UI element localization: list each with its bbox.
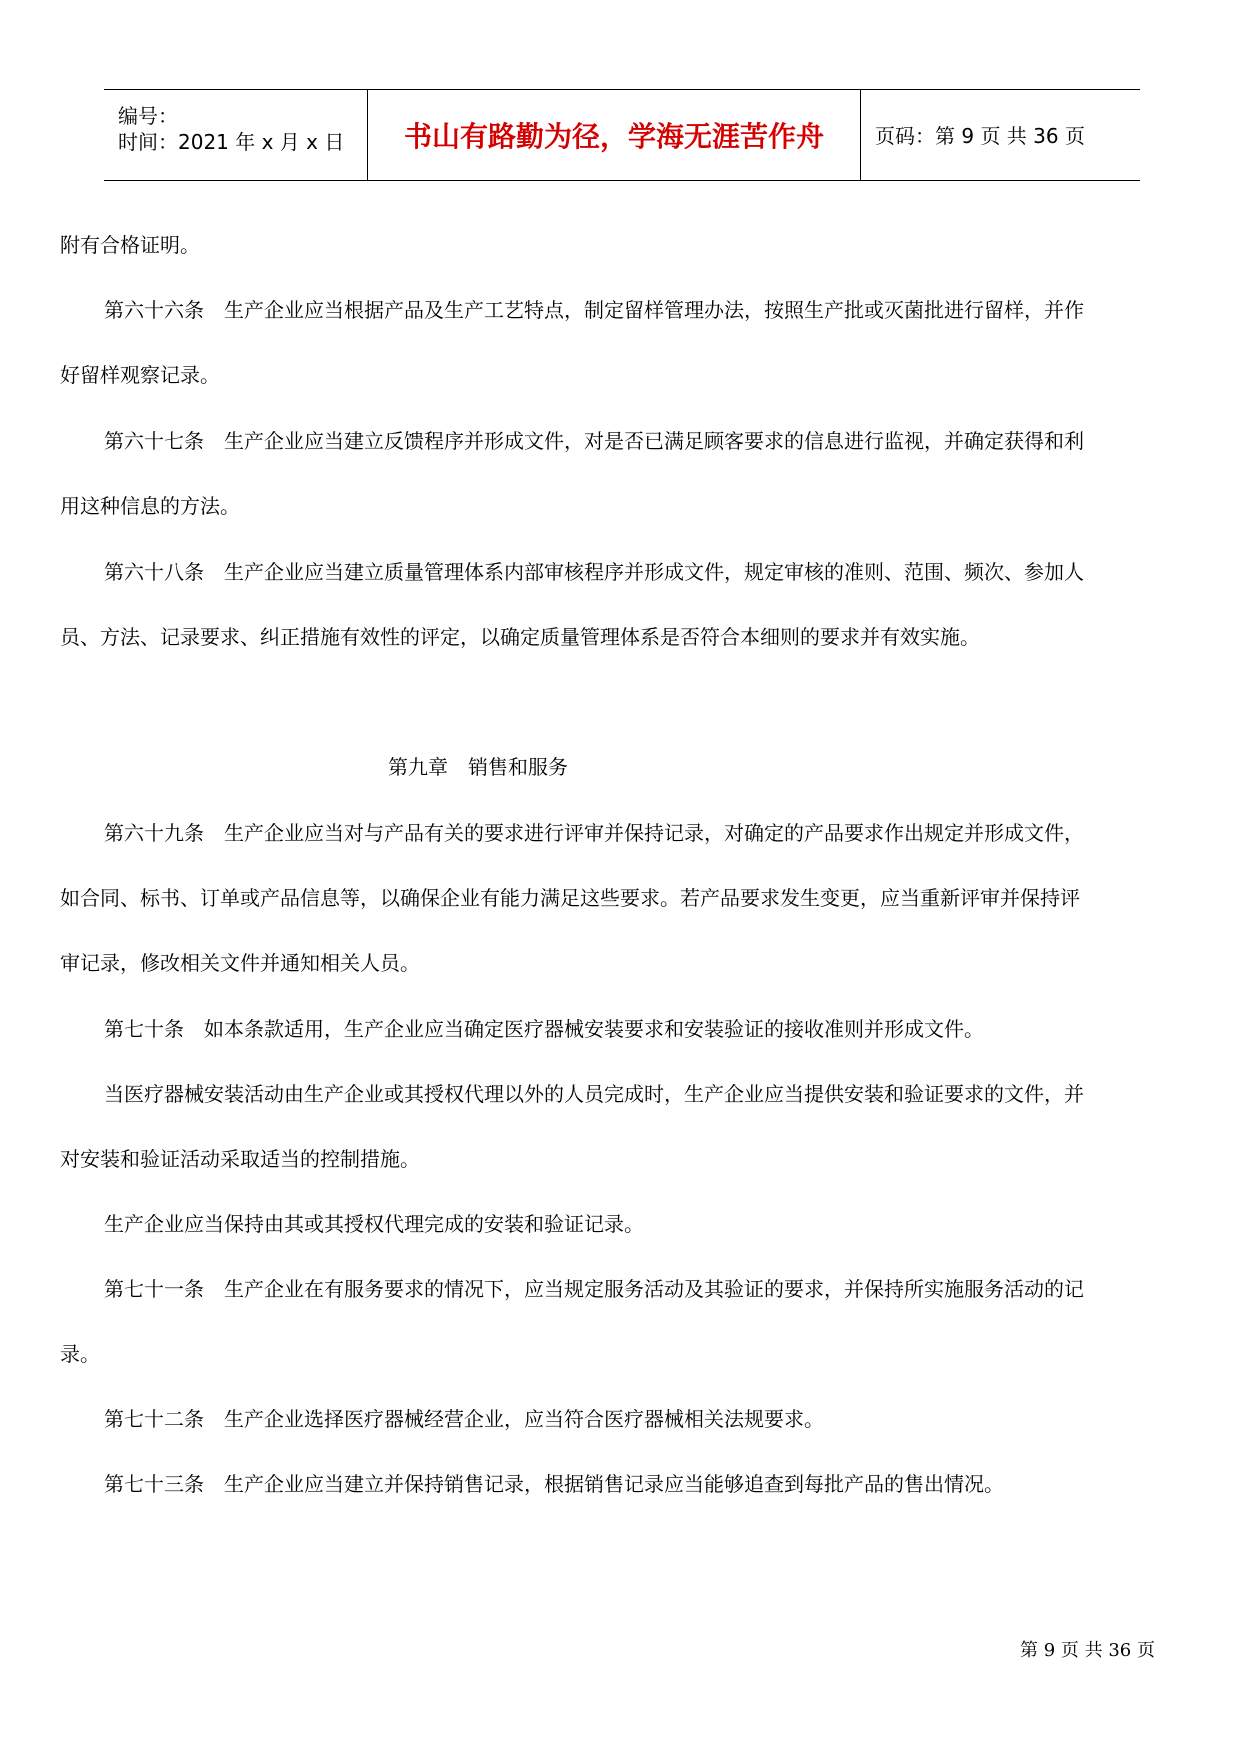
- article-69-line-1: 第六十九条 生产企业应当对与产品有关的要求进行评审并保持记录，对确定的产品要求作出规定并形成文件，: [104, 821, 1084, 845]
- article-68-line-1: 第六十八条 生产企业应当建立质量管理体系内部审核程序并形成文件，规定审核的准则、范围、频次、参加人: [104, 560, 1084, 584]
- document-time-label: 时间：2021 年 x 月 x 日: [118, 130, 345, 154]
- header-motto-cell: [368, 90, 861, 180]
- article-70-para2-line-2: 对安装和验证活动采取适当的控制措施。: [60, 1147, 420, 1171]
- header-info-cell: [104, 90, 368, 180]
- body-line: 附有合格证明。: [60, 233, 200, 257]
- article-66-line-1: 第六十六条 生产企业应当根据产品及生产工艺特点，制定留样管理办法，按照生产批或灭菌批进行留样，并作: [104, 298, 1084, 322]
- article-67-line-2: 用这种信息的方法。: [60, 494, 240, 518]
- header-motto: 书山有路勤为径，学海无涯苦作舟: [403, 120, 824, 153]
- article-70-line-1: 第七十条 如本条款适用，生产企业应当确定医疗器械安装要求和安装验证的接收准则并形成文件。: [104, 1017, 984, 1041]
- article-71-line-1: 第七十一条 生产企业在有服务要求的情况下，应当规定服务活动及其验证的要求，并保持所实施服务活动的记: [104, 1277, 1084, 1301]
- chapter-heading: 第九章 销售和服务: [388, 755, 568, 779]
- header-page-code: 页码：第 9 页 共 36 页: [875, 124, 1085, 148]
- article-70-para3-line-1: 生产企业应当保持由其或其授权代理完成的安装和验证记录。: [104, 1212, 644, 1236]
- article-71-line-2: 录。: [60, 1342, 100, 1366]
- article-69-line-3: 审记录，修改相关文件并通知相关人员。: [60, 951, 420, 975]
- article-67-line-1: 第六十七条 生产企业应当建立反馈程序并形成文件，对是否已满足顾客要求的信息进行监视，并确定获得和利: [104, 429, 1084, 453]
- document-number-label: 编号：: [118, 104, 178, 128]
- article-66-line-2: 好留样观察记录。: [60, 363, 220, 387]
- article-73-line-1: 第七十三条 生产企业应当建立并保持销售记录，根据销售记录应当能够追查到每批产品的售出情况。: [104, 1472, 1004, 1496]
- article-72-line-1: 第七十二条 生产企业选择医疗器械经营企业，应当符合医疗器械相关法规要求。: [104, 1407, 824, 1431]
- footer-page-number: 第 9 页 共 36 页: [1020, 1640, 1155, 1661]
- article-69-line-2: 如合同、标书、订单或产品信息等，以确保企业有能力满足这些要求。若产品要求发生变更，应当重新评审并保持评: [60, 886, 1080, 910]
- header-page-cell: [861, 90, 1140, 180]
- article-68-line-2: 员、方法、记录要求、纠正措施有效性的评定，以确定质量管理体系是否符合本细则的要求并有效实施。: [60, 625, 980, 649]
- document-header: [104, 89, 1140, 181]
- article-70-para2-line-1: 当医疗器械安装活动由生产企业或其授权代理以外的人员完成时，生产企业应当提供安装和验证要求的文件，并: [104, 1082, 1084, 1106]
